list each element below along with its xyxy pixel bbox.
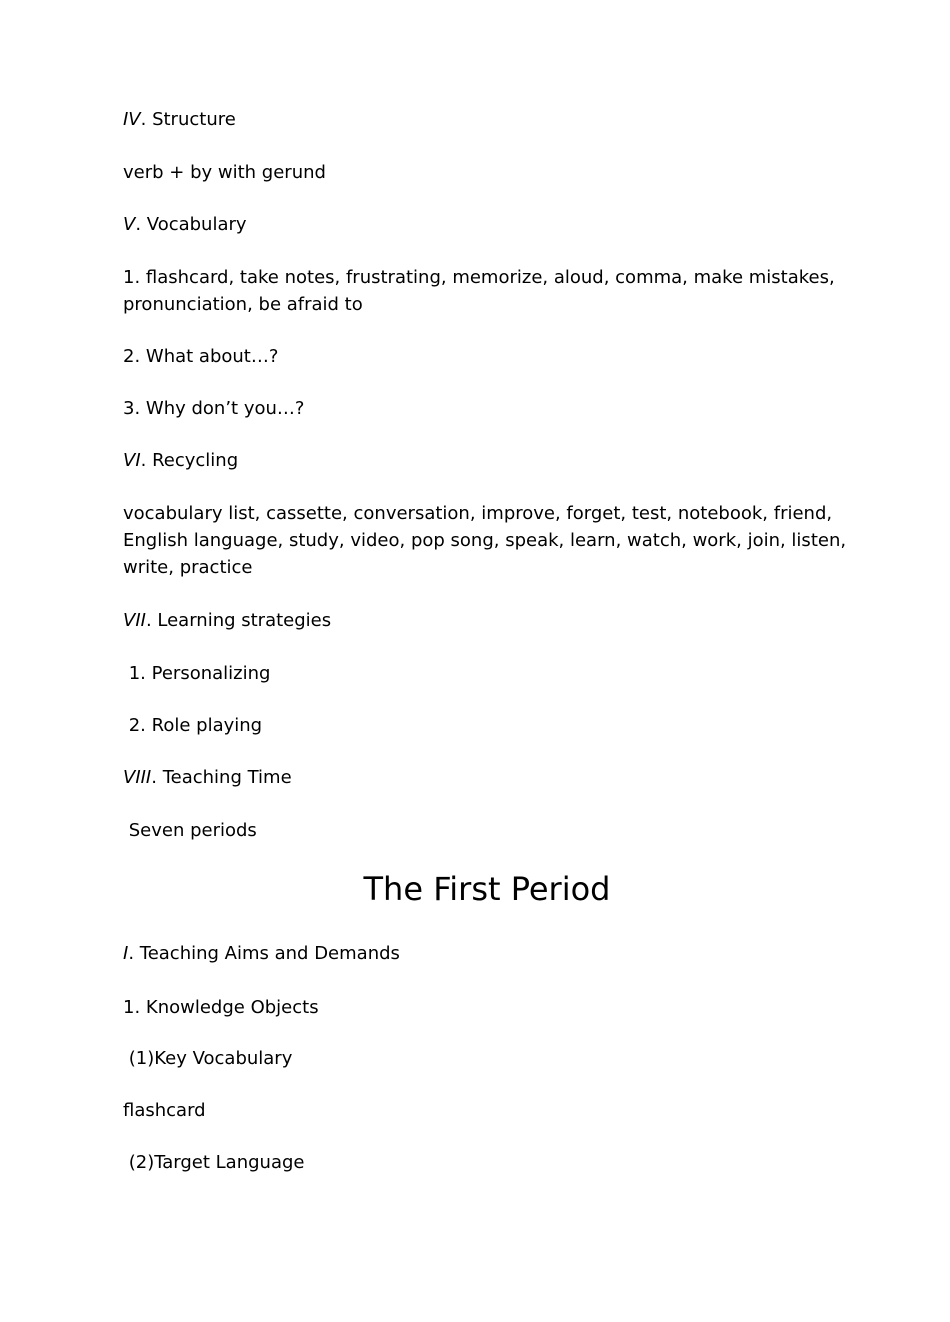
key-vocabulary-item: flashcard <box>123 1100 206 1121</box>
section-title: . Recycling <box>140 450 239 471</box>
knowledge-objects-heading: 1. Knowledge Objects <box>123 997 319 1018</box>
roman-numeral: IV <box>123 109 141 130</box>
section-title: . Learning strategies <box>145 610 332 631</box>
teaching-time-text: Seven periods <box>123 820 257 841</box>
roman-numeral: V <box>123 214 136 235</box>
roman-numeral: VI <box>123 450 141 471</box>
strategy-item-1: 1. Personalizing <box>123 663 271 684</box>
section-heading-i <box>123 940 863 967</box>
section-heading-vi <box>123 447 863 474</box>
section-title: . Teaching Time <box>151 767 292 788</box>
recycling-text: vocabulary list, cassette, conversation, improve, forget, test, notebook, friend, English language, study, video, pop song, speak, learn, watch, work, join, listen, write, practice <box>123 503 852 578</box>
section-heading-v <box>123 211 863 238</box>
vocab-item-3: 3. Why don’t you…? <box>123 398 305 419</box>
roman-numeral: VIII <box>123 767 152 788</box>
section-title: . Structure <box>140 109 236 130</box>
section-heading-vii <box>123 607 863 634</box>
strategy-item-2: 2. Role playing <box>123 715 263 736</box>
vocab-item-2: 2. What about…? <box>123 346 279 367</box>
structure-item: verb + by with gerund <box>123 162 326 183</box>
roman-numeral: VII <box>123 610 146 631</box>
section-title: . Teaching Aims and Demands <box>128 943 400 964</box>
vocab-item-1: 1. flashcard, take notes, frustrating, memorize, aloud, comma, make mistakes, pronunciation, be afraid to <box>123 267 841 315</box>
key-vocabulary-label: (1)Key Vocabulary <box>123 1048 293 1069</box>
section-title: . Vocabulary <box>135 214 247 235</box>
period-heading: The First Period <box>363 870 611 908</box>
roman-numeral: I <box>123 943 129 964</box>
target-language-label: (2)Target Language <box>123 1152 305 1173</box>
section-heading-viii <box>123 764 863 791</box>
section-heading-iv <box>123 106 863 133</box>
